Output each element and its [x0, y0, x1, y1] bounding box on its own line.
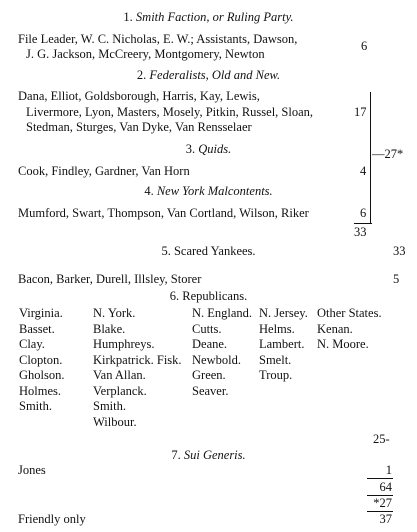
section-5-heading: 5. Scared Yankees. [161, 244, 256, 258]
republicans-column-new-england: N. England. Cutts. Deane. Newbold. Green. Seaver. [192, 306, 253, 398]
section-4-heading: 4. New York Malcontents. [144, 184, 273, 198]
friendly-label: Friendly only [18, 512, 86, 526]
section-6-heading: 6. Republicans. [169, 289, 248, 303]
section-1-heading: 1. Smith Faction, or Ruling Party. [123, 10, 294, 24]
section-3-count: 4 [360, 164, 367, 178]
republicans-column-new-jersey: N. Jersey. Helms. Lambert. Smelt. Troup. [259, 306, 308, 382]
section-1-line-2: J. G. Jackson, McCreery, Montgomery, Newton [26, 47, 265, 61]
friendly-count: 37 [379, 512, 392, 526]
section-1-count: 6 [361, 39, 368, 53]
subtotal-rule [354, 223, 372, 224]
section-7-heading: 7. Sui Generis. [171, 448, 246, 462]
starred-total: *27 [373, 496, 392, 510]
section-1-line-1: File Leader, W. C. Nicholas, E. W.; Assistants, Dawson, [18, 32, 298, 46]
section-5-names: Bacon, Barker, Durell, Illsley, Storer [18, 272, 202, 286]
section-2-heading: 2. Federalists, Old and New. [136, 68, 281, 82]
republicans-column-new-york: N. York. Blake. Humphreys. Kirkpatrick. Fisk. Van Allan. Verplanck. Smith. Wilbour. [93, 306, 182, 429]
bracket-total: —27* [372, 147, 404, 161]
section-4-line-1: Mumford, Swart, Thompson, Van Cortland, Wilson, Riker [18, 206, 309, 220]
section-5-heading-count: 33 [393, 244, 406, 258]
section-5-count: 5 [393, 272, 400, 286]
section-2-line-2: Livermore, Lyon, Masters, Mosely, Pitkin, Russel, Sloan, [26, 105, 314, 119]
section-7-count: 1 [385, 463, 392, 477]
section-3-line-1: Cook, Findley, Gardner, Van Horn [18, 164, 190, 178]
section-2-line-3: Stedman, Sturges, Van Dyke, Van Rensselaer [26, 120, 252, 134]
section-6-count: 25- [373, 432, 390, 446]
section-2-line-1: Dana, Elliot, Goldsborough, Harris, Kay, Lewis, [18, 89, 260, 103]
section-3-heading: 3. Quids. [185, 142, 232, 156]
subtotal: 33 [354, 225, 367, 239]
republicans-column-virginia: Virginia. Basset. Clay. Clopton. Gholson. Holmes. Smith. [19, 306, 65, 413]
republicans-column-other-states: Other States. Kenan. N. Moore. [317, 306, 382, 351]
section-2-count: 17 [354, 105, 367, 119]
bracket-line [370, 92, 371, 223]
grand-total: 64 [379, 480, 392, 494]
section-7-name: Jones [18, 463, 46, 477]
total-rule [367, 478, 393, 479]
section-4-count: 6 [360, 206, 367, 220]
